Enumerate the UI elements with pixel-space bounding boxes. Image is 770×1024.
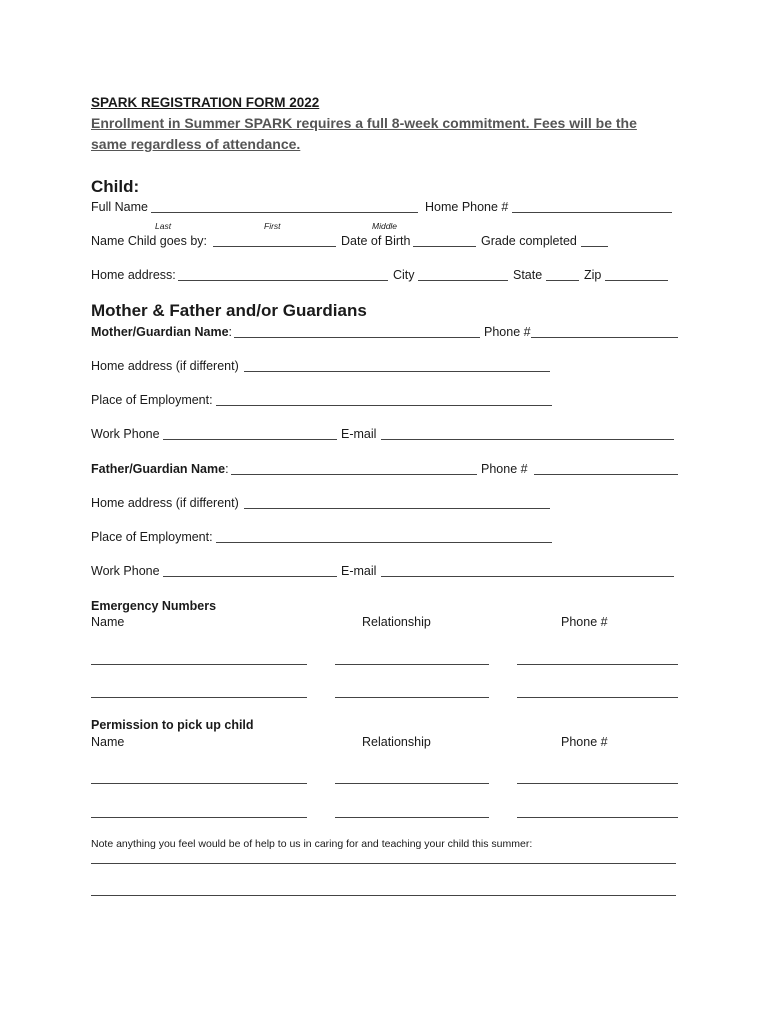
father-name-label-text: Father/Guardian Name (91, 462, 226, 476)
pickup-2-name-field[interactable] (91, 817, 307, 818)
zip-label: Zip (584, 268, 602, 282)
father-home-address-field[interactable] (244, 508, 550, 509)
dob-label: Date of Birth (341, 234, 411, 248)
mother-home-address-field[interactable] (244, 371, 550, 372)
father-phone-label: Phone # (481, 462, 528, 476)
father-employment-label: Place of Employment: (91, 530, 213, 544)
child-heading: Child: (91, 177, 140, 196)
mother-home-address-label: Home address (if different) (91, 359, 239, 373)
goes-by-field[interactable] (213, 246, 336, 247)
city-field[interactable] (418, 280, 508, 281)
pickup-1-name-field[interactable] (91, 783, 307, 784)
sublabel-middle: Middle (372, 221, 398, 231)
pickup-1-relationship-field[interactable] (335, 783, 489, 784)
zip-field[interactable] (605, 280, 668, 281)
home-address-field[interactable] (178, 280, 388, 281)
father-name-field[interactable] (231, 474, 477, 475)
notice-line-1: Enrollment in Summer SPARK requires a full 8-week commitment. Fees will be the (91, 115, 637, 131)
pickup-heading: Permission to pick up child (91, 718, 254, 732)
state-label: State (513, 268, 543, 282)
emergency-2-name-field[interactable] (91, 697, 307, 698)
father-name-label (91, 462, 229, 477)
mother-phone-field[interactable] (531, 337, 678, 338)
notes-label: Note anything you feel would be of help to us in caring for and teaching your child this summer: (91, 838, 533, 850)
father-email-label: E-mail (341, 564, 377, 578)
home-phone-field[interactable] (512, 212, 672, 213)
pickup-2-phone-field[interactable] (517, 817, 678, 818)
mother-work-phone-field[interactable] (163, 439, 337, 440)
notes-line-2[interactable] (91, 895, 676, 896)
emergency-1-phone-field[interactable] (517, 664, 678, 665)
emergency-2-phone-field[interactable] (517, 697, 678, 698)
emergency-2-relationship-field[interactable] (335, 697, 489, 698)
mother-name-field[interactable] (234, 337, 480, 338)
home-phone-label: Home Phone # (425, 200, 509, 214)
father-phone-field[interactable] (534, 474, 678, 475)
state-field[interactable] (546, 280, 579, 281)
emergency-1-name-field[interactable] (91, 664, 307, 665)
father-employment-field[interactable] (216, 542, 552, 543)
mother-email-label: E-mail (341, 427, 377, 441)
father-home-address-label: Home address (if different) (91, 496, 239, 510)
father-work-phone-label: Work Phone (91, 564, 160, 578)
full-name-field[interactable] (151, 212, 418, 213)
city-label: City (393, 268, 415, 282)
form-title: SPARK REGISTRATION FORM 2022 (91, 95, 320, 110)
parents-heading: Mother & Father and/or Guardians (91, 301, 367, 320)
pickup-col-relationship: Relationship (362, 735, 431, 749)
sublabel-last: Last (155, 221, 172, 231)
emergency-col-phone: Phone # (561, 615, 608, 629)
pickup-col-name: Name (91, 735, 125, 749)
mother-name-colon: : (228, 325, 233, 339)
full-name-label: Full Name (91, 200, 148, 214)
pickup-1-phone-field[interactable] (517, 783, 678, 784)
mother-phone-label: Phone # (484, 325, 531, 339)
notes-line-1[interactable] (91, 863, 676, 864)
mother-employment-field[interactable] (216, 405, 552, 406)
mother-email-field[interactable] (381, 439, 674, 440)
father-work-phone-field[interactable] (163, 576, 337, 577)
grade-label: Grade completed (481, 234, 577, 248)
sublabel-first: First (264, 221, 281, 231)
father-name-colon: : (225, 462, 229, 476)
mother-name-label-text: Mother/Guardian Name (91, 325, 229, 339)
goes-by-label: Name Child goes by: (91, 234, 208, 248)
grade-field[interactable] (581, 246, 608, 247)
mother-name-label (91, 325, 232, 340)
home-address-label: Home address: (91, 268, 176, 282)
emergency-col-relationship: Relationship (362, 615, 431, 629)
pickup-2-relationship-field[interactable] (335, 817, 489, 818)
mother-work-phone-label: Work Phone (91, 427, 160, 441)
dob-field[interactable] (413, 246, 476, 247)
emergency-col-name: Name (91, 615, 125, 629)
emergency-heading: Emergency Numbers (91, 599, 217, 613)
father-email-field[interactable] (381, 576, 674, 577)
notice-line-2: same regardless of attendance. (91, 136, 301, 152)
mother-employment-label: Place of Employment: (91, 393, 213, 407)
pickup-col-phone: Phone # (561, 735, 608, 749)
emergency-1-relationship-field[interactable] (335, 664, 489, 665)
